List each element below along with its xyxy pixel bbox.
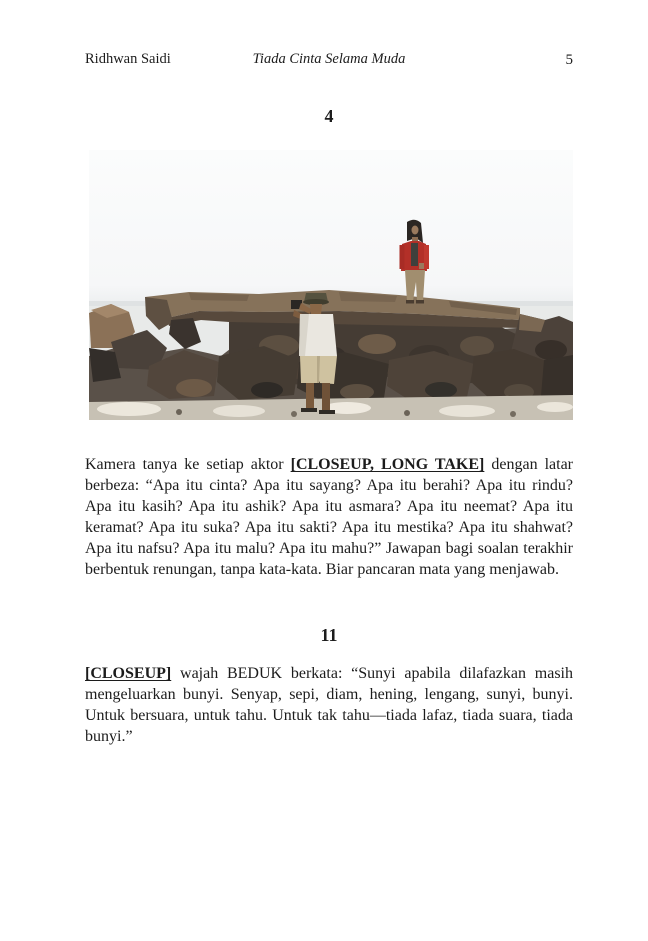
shot-marker: [CLOSEUP] bbox=[85, 665, 172, 682]
paragraph-text-before: Kamera tanya ke setiap aktor bbox=[85, 456, 291, 473]
scene-4-paragraph bbox=[85, 454, 573, 580]
scene-photo-illustration bbox=[89, 150, 573, 420]
scene-photo bbox=[89, 150, 573, 420]
book-title: Tiada Cinta Selama Muda bbox=[252, 51, 406, 67]
page-number: 5 bbox=[565, 52, 573, 68]
scene-number-heading: 11 bbox=[320, 625, 338, 645]
scene-number-heading: 4 bbox=[324, 106, 334, 126]
paragraph-text-after: dengan latar berbeza: “Apa itu cinta? Apa itu sayang? Apa itu berahi? Apa itu rindu? Apa itu kasih? Apa itu ashik? Apa itu asmara? Apa itu neemat? Apa itu keramat? Apa itu suka? Apa itu sakti? Apa itu mestika? Apa itu shahwat? Apa itu nafsu? Apa itu malu? Apa itu mahu?” Jawapan bagi soalan terakhir berbentuk renungan, tanpa kata-kata. Biar pancaran mata yang menjawab. bbox=[85, 456, 574, 578]
paragraph-text-after: wajah BEDUK berkata: “Sunyi apabila dilafazkan masih mengeluarkan bunyi. Senyap, sepi, diam, hening, lengang, sunyi, bunyi. Untuk bersuara, untuk tahu. Untuk tak tahu—tiada lafaz, tiada suara, tiada bunyi.” bbox=[85, 665, 573, 745]
scene-11-paragraph bbox=[85, 663, 573, 747]
shot-marker: [CLOSEUP, LONG TAKE] bbox=[290, 456, 485, 473]
author-name: Ridhwan Saidi bbox=[85, 51, 171, 67]
